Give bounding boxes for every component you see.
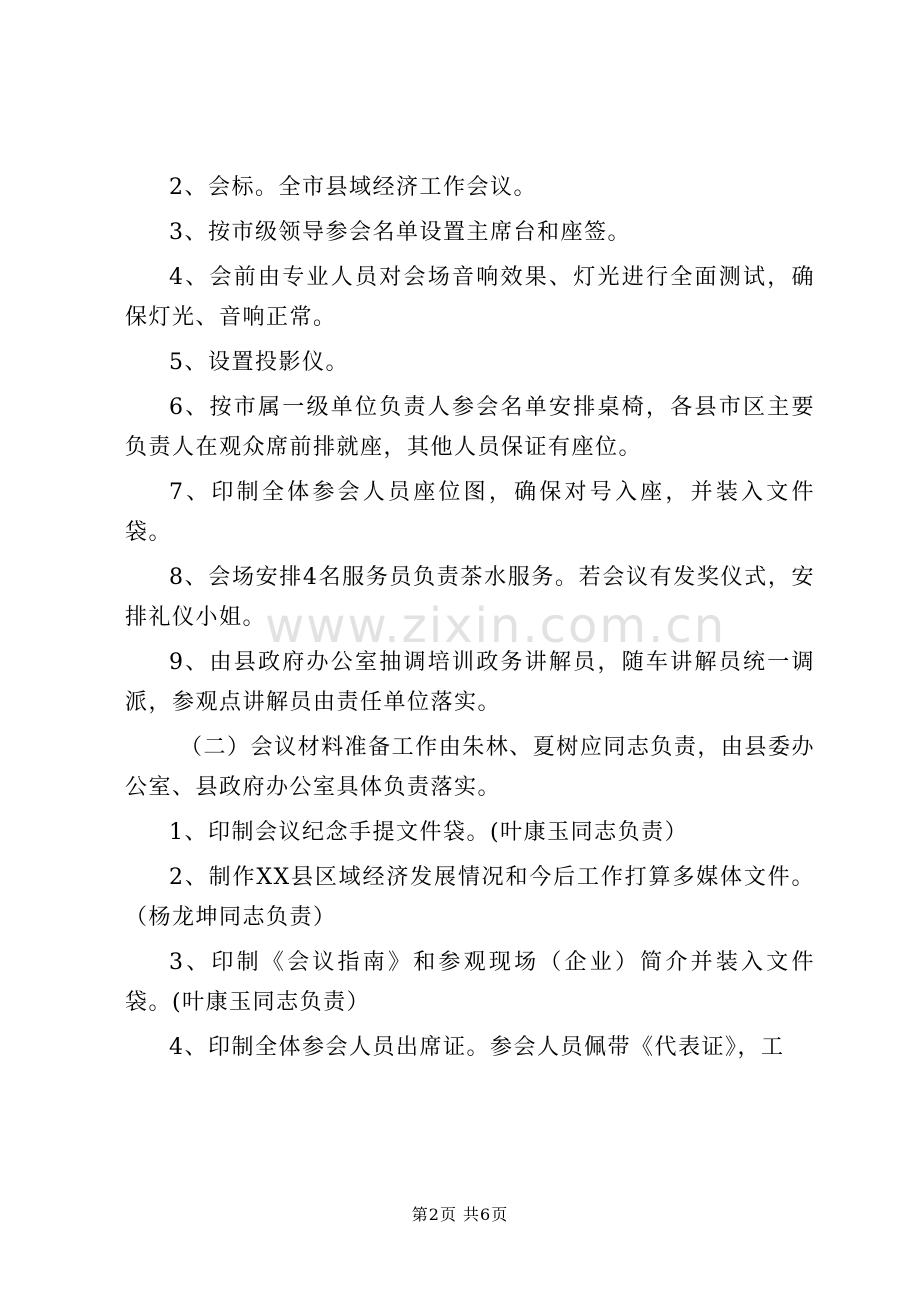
paragraph-material-1: 1、印制会议纪念手提文件袋。(叶康玉同志负责） — [169, 820, 689, 845]
paragraph-item-4: 4、会前由专业人员对会场音响效果、灯光进行全面测试，确保灯光、音响正常。 — [125, 265, 815, 330]
paragraph-material-3: 3、印制《会议指南》和参观现场（企业）简介并装入文件袋。(叶康玉同志负责） — [125, 950, 815, 1015]
paragraph-item-7: 7、印制全体参会人员座位图，确保对号入座，并装入文件袋。 — [125, 480, 815, 545]
paragraph-item-9: 9、由县政府办公室抽调培训政务讲解员，随车讲解员统一调派，参观点讲解员由责任单位落实。 — [125, 650, 815, 715]
paragraph-item-5: 5、设置投影仪。 — [169, 350, 349, 375]
paragraph-item-6: 6、按市属一级单位负责人参会名单安排桌椅，各县市区主要负责人在观众席前排就座，其他人员保证有座位。 — [125, 395, 815, 460]
page-number-footer: 第2页 共6页 — [411, 1205, 509, 1224]
section-heading-materials: （二）会议材料准备工作由朱林、夏树应同志负责，由县委办公室、县政府办公室具体负责落实。 — [125, 735, 815, 800]
paragraph-item-3: 3、按市级领导参会名单设置主席台和座签。 — [169, 220, 631, 245]
watermark: www.zixin.com.cn — [265, 598, 727, 654]
paragraph-material-2: 2、制作XX县区域经济发展情况和今后工作打算多媒体文件。（杨龙坤同志负责） — [125, 865, 815, 930]
paragraph-item-2: 2、会标。全市县域经济工作会议。 — [169, 175, 537, 200]
paragraph-item-8: 8、会场安排4名服务员负责茶水服务。若会议有发奖仪式，安排礼仪小姐。 — [125, 565, 815, 630]
document-body — [125, 168, 815, 1073]
paragraph-material-4: 4、印制全体参会人员出席证。参会人员佩带《代表证》，工 — [169, 1035, 785, 1060]
